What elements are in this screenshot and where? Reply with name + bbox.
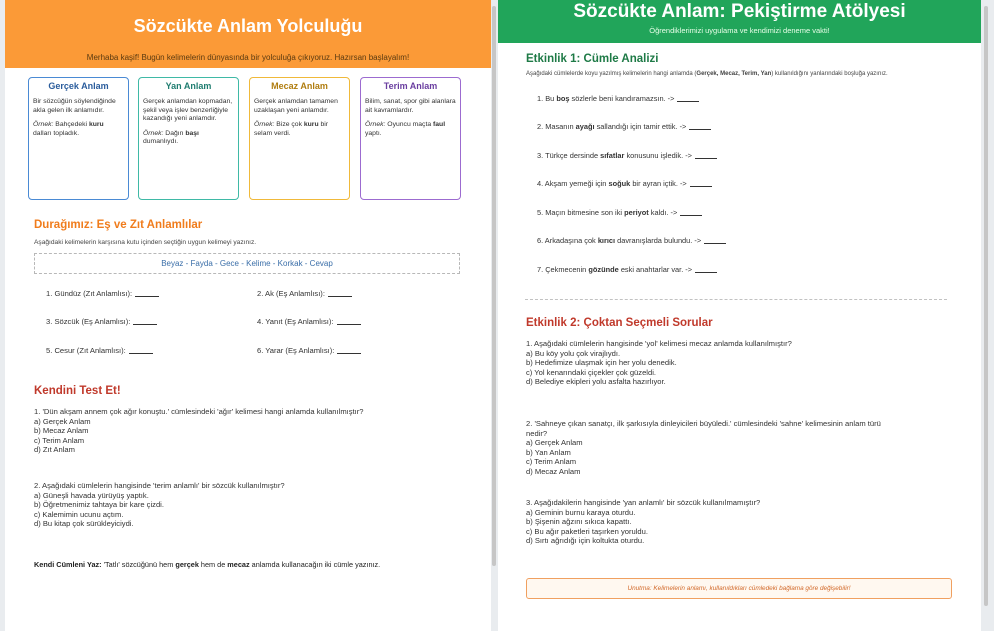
card-title: Gerçek Anlam [48,81,109,91]
option[interactable]: c) Bu ağır paketleri taşırken yoruldu. [526,526,648,536]
option[interactable]: a) Geminin burnu karaya oturdu. [526,507,636,517]
answer-blank[interactable] [680,215,702,216]
self-test-title: Kendini Test Et! [34,385,121,397]
pair-item: 1. Gündüz (Zıt Anlamlısı): [46,289,159,298]
page1-title: Sözcükte Anlam Yolculuğu [133,16,363,36]
option[interactable]: a) Gerçek Anlam [526,438,583,448]
card-desc: Bir sözcüğün söylendiğinde akla gelen ilk anlamıdır. [33,98,116,114]
card-example: Örnek: Bize çok kuru bir selam verdi. [254,121,329,137]
option[interactable]: b) Yan Anlam [526,447,571,457]
card-side-meaning [138,77,239,200]
sentence-item: 2. Masanın ayağı sallandığı için tamir ettik. -> [537,122,711,131]
stop-instruction: Aşağıdaki kelimelerin karşısına kutu içinden seçtiğin uygun kelimeyi yazınız. [34,239,257,246]
option[interactable]: a) Güneşli havada yürüyüş yaptık. [34,490,149,500]
option[interactable]: c) Terim Anlam [34,435,85,445]
page1-subtitle: Merhaba kaşif! Bugün kelimelerin dünyasında bir yolculuğa çıkıyoruz. Hazırsan başlayalım! [86,53,410,62]
meaning-cards [28,77,468,202]
sentence-item: 3. Türkçe dersinde sıfatlar konusunu işledik. -> [537,151,717,160]
sentence-item: 5. Maçın bitmesine son iki periyot kaldı. -> [537,208,702,217]
answer-blank[interactable] [129,353,153,354]
option[interactable]: a) Bu köy yolu çok virajlıydı. [526,348,621,358]
option[interactable]: d) Zıt Anlam [34,445,75,455]
card-title: Yan Anlam [165,81,212,91]
card-real-meaning [28,77,129,200]
option[interactable]: c) Kalemimin ucunu açtım. [34,509,124,519]
activity-1-title: Etkinlik 1: Cümle Analizi [526,53,659,65]
worksheet-page-1 [5,0,491,631]
page1-header [5,0,491,68]
answer-blank[interactable] [133,324,157,325]
page2-scrollbar[interactable] [984,6,988,606]
test-question-1 [34,407,364,455]
card-figurative-meaning [249,77,350,200]
page2-title: Sözcükte Anlam: Pekiştirme Atölyesi [573,1,906,22]
card-desc: Bilim, sanat, spor gibi alanlara ait kavramlardır. [365,98,456,114]
card-title: Terim Anlam [383,81,438,91]
answer-blank[interactable] [695,158,717,159]
section-divider [525,299,947,300]
pair-item: 6. Yarar (Eş Anlamlısı): [257,346,361,355]
card-example: Örnek: Bahçedeki kuru dalları topladık. [33,121,104,137]
question-stem: 1. 'Dün akşam annem çok ağır konuştu.' cümlesindeki 'ağır' kelimesi hangi anlamda kullanılmıştır? [34,407,364,416]
option[interactable]: c) Terim Anlam [526,457,577,467]
question-stem: 2. 'Sahneye çıkan sanatçı, ilk şarkısıyla dinleyicileri büyüledi.' cümlesindeki 'sahne' kelimesinin anlam türü [526,419,881,428]
answer-blank[interactable] [337,353,361,354]
card-desc: Gerçek anlamdan kopmadan, şekil veya işlev benzerliğiyle kazandığı yeni anlamdır. [143,98,233,123]
page2-subtitle: Öğrendiklerimizi uygulama ve kendimizi deneme vakti! [649,26,830,35]
answer-blank[interactable] [695,272,717,273]
mc-question-2 [526,419,881,477]
option[interactable]: d) Bu kitap çok sürükleyiciydi. [34,519,134,529]
pair-item: 2. Ak (Eş Anlamlısı): [257,289,352,298]
sentence-item: 4. Akşam yemeği için soğuk bir ayran içtik. -> [537,179,712,188]
card-title: Mecaz Anlam [271,81,328,91]
question-stem: 1. Aşağıdaki cümlelerin hangisinde 'yol' kelimesi mecaz anlamda kullanılmıştır? [526,339,792,348]
sentence-item: 6. Arkadaşına çok kırıcı davranışlarda bulundu. -> [537,236,726,245]
option[interactable]: b) Hedefimize ulaşmak için her yolu denedik. [526,358,677,368]
option[interactable]: a) Gerçek Anlam [34,416,91,426]
option[interactable]: d) Belediye ekipleri yolu asfalta hazırlıyor. [526,377,666,387]
question-stem-cont: nedir? [526,428,548,438]
option[interactable]: b) Şişenin ağzını sıkıca kapattı. [526,517,632,527]
sentence-item: 1. Bu boş sözlerle beni kandıramazsın. -> [537,94,699,103]
answer-blank[interactable] [328,296,352,297]
option[interactable]: d) Sırtı ağrıdığı için koltukta oturdu. [526,536,645,546]
answer-blank[interactable] [704,243,726,244]
pair-item: 5. Cesur (Zıt Anlamlısı): [46,346,153,355]
sentence-item: 7. Çekmecenin gözünde eski anahtarlar var. -> [537,265,717,274]
card-desc: Gerçek anlamdan tamamen uzaklaşan yeni anlamdır. [254,98,338,114]
card-term-meaning [360,77,461,200]
activity-2-title: Etkinlik 2: Çoktan Seçmeli Sorular [526,317,713,329]
write-your-sentence: Kendi Cümleni Yaz: 'Tatlı' sözcüğünü hem gerçek hem de mecaz anlamda kullanacağın iki cümle yazınız. [34,560,381,569]
page2-header [498,0,981,43]
page1-scrollbar[interactable] [492,6,496,566]
question-stem: 2. Aşağıdaki cümlelerin hangisinde 'terim anlamlı' bir sözcük kullanılmıştır? [34,481,285,490]
answer-blank[interactable] [135,296,159,297]
test-question-2 [34,481,285,529]
pair-item: 4. Yanıt (Eş Anlamlısı): [257,317,361,326]
answer-blank[interactable] [689,129,711,130]
answer-blank[interactable] [690,186,712,187]
answer-blank[interactable] [677,101,699,102]
answer-blank[interactable] [337,324,361,325]
option[interactable]: c) Yol kenarındaki çiçekler çok güzeldi. [526,367,657,377]
word-bank: Beyaz - Fayda - Gece - Kelime - Korkak - Cevap [34,253,460,274]
card-example: Örnek: Dağın başı dumanlıydı. [143,129,199,146]
option[interactable]: d) Mecaz Anlam [526,466,581,476]
reminder-note: Unutma: Kelimelerin anlamı, kullanıldıkları cümledeki bağlama göre değişebilir! [526,578,952,599]
stop-section-title: Durağımız: Eş ve Zıt Anlamlılar [34,219,203,231]
question-stem: 3. Aşağıdakilerin hangisinde 'yan anlamlı' bir sözcük kullanılmamıştır? [526,498,761,507]
option[interactable]: b) Öğretmenimiz tahtaya bir kare çizdi. [34,500,164,510]
worksheet-page-2 [498,0,981,631]
card-example: Örnek: Oyuncu maçta faul yaptı. [365,121,446,137]
option[interactable]: b) Mecaz Anlam [34,426,89,436]
activity-1-instruction: Aşağıdaki cümlelerde koyu yazılmış kelimelerin hangi anlamda (Gerçek, Mecaz, Terim, Yan) kullanıldığını yanlarındaki boşluğa yazınız. [526,71,888,77]
mc-question-1 [526,339,792,387]
mc-question-3 [526,498,760,546]
pair-item: 3. Sözcük (Eş Anlamlısı): [46,317,157,326]
